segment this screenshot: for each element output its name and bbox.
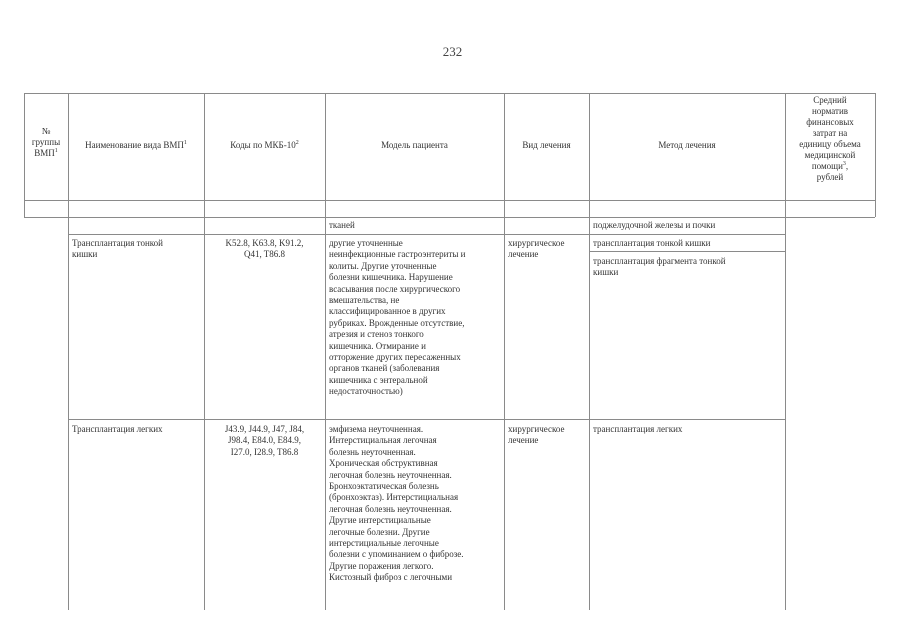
header-bottom-border	[24, 200, 875, 201]
cell-vmp-name: Трансплантация тонкой кишки	[72, 238, 164, 260]
header-treatment-method: Метод лечения	[658, 140, 716, 150]
cell-patient-model: эмфизема неуточненная. Интерстициальная легочная болезнь неуточненная. Хроническая обструктивная легочная болезнь неуточненная. Бронхоэктатическая болезнь (бронхоэктаз). Интерстициальная легочная болезнь неуточненная. Другие интерстициальные легочные болезни. Другие интерстициальные легочные болезни с упоминанием о фиброзе. Другие поражения легкого. Кистозный фиброз с легочными	[329, 424, 464, 583]
row-divider	[68, 419, 785, 420]
cell-vmp-name: Трансплантация легких	[72, 424, 163, 434]
separator-line	[24, 217, 875, 218]
table-top-border	[24, 93, 875, 94]
col-line	[68, 93, 69, 610]
cell-treatment-method: трансплантация тонкой кишки	[593, 238, 711, 248]
col-line	[785, 93, 786, 610]
cell-treatment-type: хирургическое лечение	[508, 424, 565, 446]
col-line	[589, 93, 590, 610]
cell-treatment-type: хирургическое лечение	[508, 238, 565, 260]
page-number: 232	[442, 44, 463, 59]
col-line	[204, 93, 205, 610]
header-vmp-name: Наименование вида ВМП$^1$	[85, 140, 187, 150]
cell-icd-codes: J43.9, J44.9, J47, J84, J98.4, E84.0, E84.9, I27.0, I28.9, T86.8	[224, 424, 305, 457]
col-line	[24, 93, 25, 217]
method-divider	[589, 251, 785, 252]
cell-icd-codes: K52.8, K63.8, K91.2, Q41, T86.8	[225, 238, 304, 260]
row-divider	[68, 234, 785, 235]
cell-patient-model: тканей	[329, 220, 355, 230]
cell-patient-model: другие уточненные неинфекционные гастроэнтериты и колиты. Другие уточненные болезни кишечника. Нарушение всасывания после хирургического вмешательства, не классифицированное в других рубриках. Врожденные отсутствие, атрезия и стеноз тонкого кишечника. Отмирание и отторжение других пересаженных органов тканей (заболевания кишечника с энтеральной недостаточностью)	[329, 238, 466, 397]
cell-treatment-method: поджелудочной железы и почки	[593, 220, 716, 230]
header-treatment-type: Вид лечения	[522, 140, 571, 150]
col-line	[875, 93, 876, 217]
cell-treatment-method: трансплантация фрагмента тонкой кишки	[593, 256, 726, 278]
header-average-cost: Средний норматив финансовых затрат на единицу объема медицинской помощи$^3$, рублей	[799, 95, 861, 182]
col-line	[504, 93, 505, 610]
cell-treatment-method: трансплантация легких	[593, 424, 683, 434]
col-line	[325, 93, 326, 610]
header-patient-model: Модель пациента	[381, 140, 448, 150]
header-group-no: № группы ВМП$^1$	[31, 126, 61, 158]
header-icd-codes: Коды по МКБ-$10^2$	[230, 140, 299, 150]
